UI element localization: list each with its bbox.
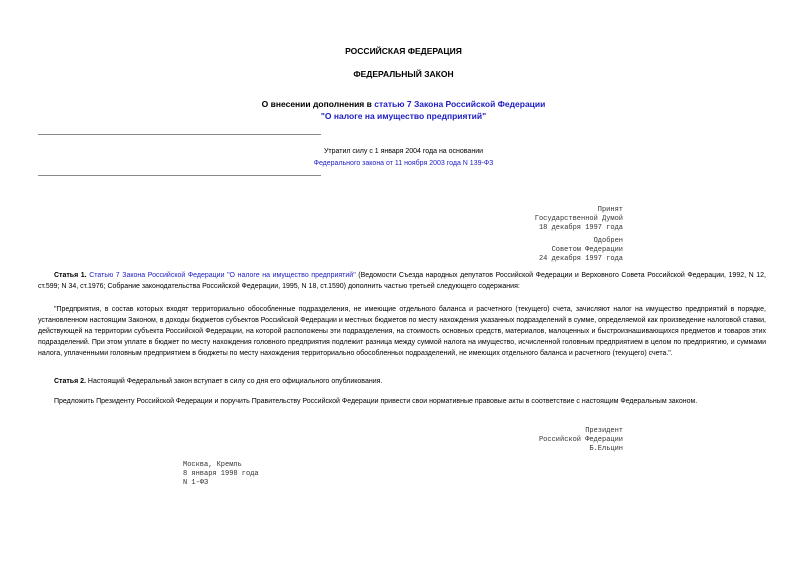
amendment-quote: "Предприятия, в состав которых входят территориально обособленные подразделения, не имеющие отдельного баланса и расчетного (текущего) счета, зачисляют налог на имущество предприятий в порядке, установленном настоящим Законом, в доходы бюджетов субъектов Российской Федерации и местных бюджетов по месту нахождения указанных подразделений в сумме, определяемой как произведение налоговой ставки, действующей на территории субъекта Российской Федерации, на которой расположены эти подразделения, на стоимость основных средств, материалов, малоценных и быстроизнашивающихся предметов и товаров этих подразделений. При этом уплате в бюджет по месту нахождения головного предприятия подлежит разница между суммой налога на имущество, исчисленной головным предприятием в целом по предприятию, и суммами налога, уплаченными головным предприятием в бюджеты по месту нахождения территориально обособленных подразделений, не имеющих отдельного баланса и расчетного (текущего) счета.". — [38, 306, 766, 357]
property-tax-law-link[interactable]: "О налоге на имущество предприятий" — [320, 111, 487, 121]
adopted-label: Принят — [597, 206, 623, 214]
law-type-heading: ФЕДЕРАЛЬНЫЙ ЗАКОН — [353, 69, 454, 79]
adopted-date: 18 декабря 1997 года — [538, 224, 623, 232]
article-1-link[interactable]: Статью 7 Закона Российской Федерации "О налоге на имущество предприятий" — [89, 272, 356, 279]
law-number: N 1-ФЗ — [183, 479, 209, 487]
adopted-block — [535, 206, 623, 233]
approved-label: Одобрен — [593, 237, 623, 245]
article-2-heading: Статья 2. — [54, 378, 86, 385]
approved-body: Советом Федерации — [551, 246, 623, 254]
signature-title: Президент — [585, 427, 623, 435]
bottom-divider — [38, 175, 321, 176]
proposal-paragraph: Предложить Президенту Российской Федерации и поручить Правительству Российской Федерации привести свои нормативные правовые акты в соответствие с настоящим Федеральным законом. — [54, 398, 698, 405]
article-1-text: (Ведомости Съезда народных депутатов Российской Федерации и Верховного Совета Российской Федерации, 1992, N 12, ст.599; N 34, ст.1976; Собрание законодательства Российской Федерации, 1995, N 18, ст.1590) дополнить частью третьей следующего содержания: — [38, 272, 766, 290]
article-1-heading: Статья 1. — [54, 272, 87, 279]
article-2-text: Настоящий Федеральный закон вступает в силу со дня его официального опубликования. — [85, 378, 383, 385]
law-title — [0, 98, 807, 122]
expired-text: Утратил силу с 1 января 2004 года на основании — [323, 148, 484, 155]
article-2 — [38, 376, 766, 387]
place: Москва, Кремль — [183, 461, 242, 469]
signature-org: Российской Федерации — [538, 436, 623, 444]
signature-block — [539, 427, 623, 454]
article-1 — [38, 270, 766, 292]
country-heading: РОССИЙСКАЯ ФЕДЕРАЦИЯ — [345, 46, 462, 56]
article7-link[interactable]: статью 7 Закона Российской Федерации — [374, 99, 546, 109]
top-divider — [38, 134, 321, 135]
adopted-body: Государственной Думой — [534, 215, 623, 223]
approved-block — [539, 237, 623, 264]
law-title-prefix: О внесении дополнения в — [261, 99, 375, 109]
approved-date: 24 декабря 1997 года — [538, 255, 623, 263]
signature-name: Б.Ельцин — [589, 445, 623, 453]
signing-date: 8 января 1998 года — [183, 470, 259, 478]
expired-notice — [0, 146, 807, 170]
place-date-block — [183, 461, 259, 488]
repeal-law-link[interactable]: Федерального закона от 11 ноября 2003 года N 139-ФЗ — [313, 160, 494, 167]
